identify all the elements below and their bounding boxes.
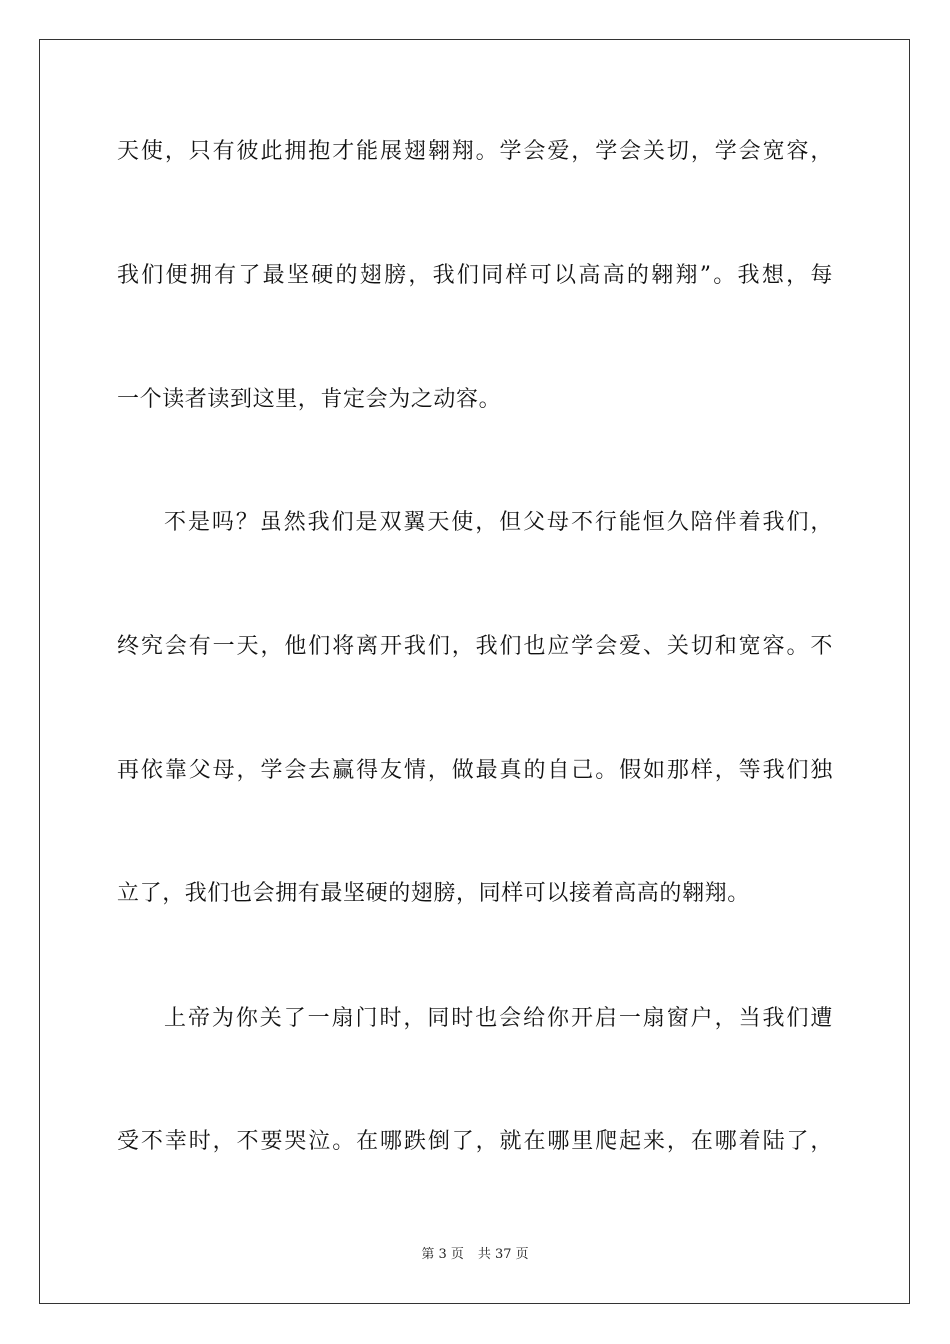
text-line-6: 再依靠父母，学会去赢得友情，做最真的自己。假如那样，等我们独 [117, 758, 833, 783]
page-total: 共 37 页 [477, 1247, 529, 1262]
page-number: 第 3 页 [421, 1247, 464, 1262]
text-line-1: 天使，只有彼此拥抱才能展翅翱翔。学会爱，学会关切，学会宽容， [117, 139, 833, 164]
page-border [39, 39, 910, 1304]
text-line-7: 立了，我们也会拥有最坚硬的翅膀，同样可以接着高高的翱翔。 [117, 881, 750, 906]
text-line-5: 终究会有一天，他们将离开我们，我们也应学会爱、关切和宽容。不 [117, 634, 833, 659]
text-line-9: 受不幸时，不要哭泣。在哪跌倒了，就在哪里爬起来，在哪着陆了， [117, 1129, 833, 1154]
text-line-3: 一个读者读到这里，肯定会为之动容。 [117, 387, 502, 412]
text-line-8: 上帝为你关了一扇门时，同时也会给你开启一扇窗户，当我们遭 [164, 1006, 833, 1031]
text-line-4: 不是吗？虽然我们是双翼天使，但父母不行能恒久陪伴着我们， [164, 510, 833, 535]
text-line-2: 我们便拥有了最坚硬的翅膀，我们同样可以高高的翱翔”。我想，每 [117, 263, 833, 288]
page-footer [0, 1247, 950, 1263]
